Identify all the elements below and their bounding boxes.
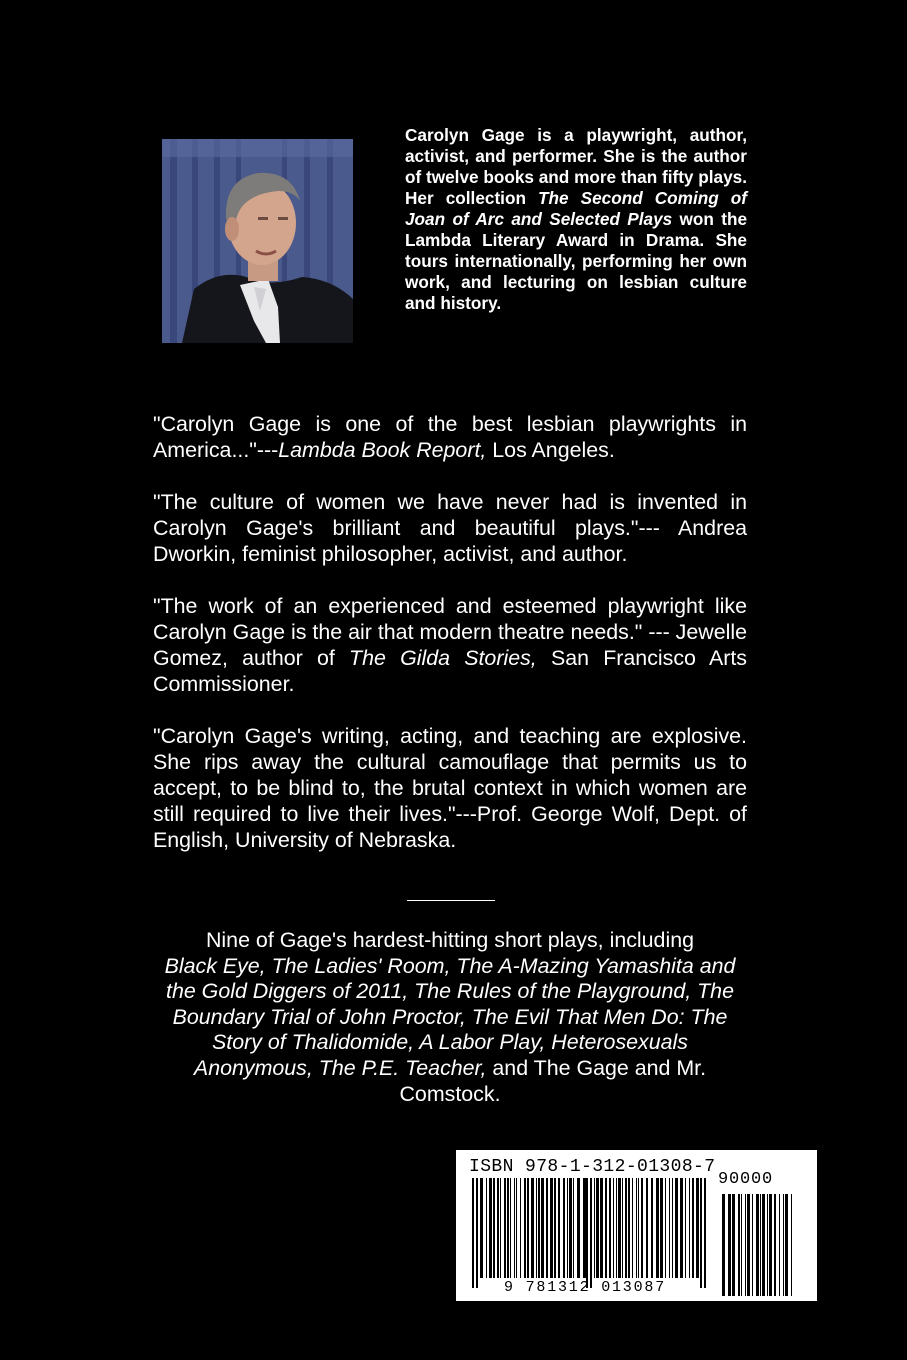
barcode-guard-bar: [700, 1178, 702, 1288]
author-photo: [162, 139, 353, 343]
barcode-bar: [527, 1178, 529, 1278]
description-play-titles: Black Eye, The Ladies' Room, The A-Mazing Yamashita and the Gold Diggers of 2011, The Rules of the Playground, The Boundary Trial of John Proctor, The Evil That Men Do: The Story of Thalidomide, A Labor Play, Heterosexuals Anonymous, The P.E. Teacher,: [164, 953, 736, 1080]
barcode-bar: [660, 1178, 663, 1278]
barcode-guard-bar: [590, 1178, 592, 1288]
praise-quotes: [153, 411, 747, 853]
barcode-bar: [600, 1178, 603, 1278]
barcode-bar: [497, 1178, 499, 1278]
barcode-bar: [567, 1178, 568, 1278]
barcode-bar: [692, 1178, 694, 1278]
barcode-bar: [613, 1178, 614, 1278]
quote-text: "Carolyn Gage is one of the best lesbian playwrights in America..."---: [153, 412, 747, 462]
barcode-bar: [675, 1178, 678, 1278]
barcode-bar: [696, 1178, 699, 1278]
bio-text-end: won the Lambda Literary Award in Drama. She tours internationally, performing her own work, and lecturing on lesbian culture and history.: [405, 209, 747, 313]
barcode-bar: [760, 1194, 761, 1296]
barcode-bar: [480, 1178, 483, 1278]
barcode-bar: [486, 1178, 487, 1278]
barcode-bar: [507, 1178, 509, 1278]
barcode-bar: [516, 1178, 517, 1278]
isbn-label: ISBN 978-1-312-01308-7: [469, 1157, 716, 1177]
barcode-bar: [616, 1178, 617, 1278]
barcode-bar: [779, 1194, 780, 1296]
barcode-bar: [738, 1194, 740, 1296]
quote-4: [153, 723, 747, 853]
barcode-bar: [563, 1178, 565, 1278]
barcode-guard-bar: [704, 1178, 706, 1288]
barcode-bar: [605, 1178, 607, 1278]
barcode-bar: [651, 1178, 653, 1278]
barcode-bar: [752, 1194, 753, 1296]
bio-text-start: Carolyn Gage is a playwright, author, activist, and performer. She is the author of twelve books and more than fifty plays. Her collection: [405, 125, 747, 208]
quote-text: "The culture of women we have never had is invented in Carolyn Gage's brilliant and beautiful plays."--- Andrea Dworkin, feminist philosopher, activist, and author.: [153, 490, 747, 566]
barcode-bar: [732, 1194, 735, 1296]
barcode-bar: [504, 1178, 506, 1278]
barcode-bar: [609, 1178, 611, 1278]
barcode-bar: [680, 1178, 683, 1278]
barcode-bar: [672, 1178, 673, 1278]
barcode-bar: [774, 1194, 776, 1296]
barcode-bar: [577, 1178, 580, 1278]
barcode-bar: [573, 1178, 574, 1278]
barcode-bar: [546, 1178, 548, 1278]
barcode-bar: [769, 1194, 772, 1296]
quote-source-italic: Lambda Book Report,: [278, 438, 487, 462]
barcode-bar: [583, 1178, 586, 1278]
barcode-bar: [524, 1178, 526, 1278]
barcode-bar: [625, 1178, 627, 1278]
barcode-bar: [656, 1178, 659, 1278]
barcode-bar: [531, 1178, 534, 1278]
barcode-bar: [558, 1178, 560, 1278]
barcode-bar: [594, 1178, 595, 1278]
barcode-bar: [767, 1194, 768, 1296]
quote-source-italic: The Gilda Stories,: [349, 646, 537, 670]
barcode-bar: [646, 1178, 648, 1278]
barcode-bar: [745, 1194, 746, 1296]
barcode-bar: [622, 1178, 623, 1278]
quote-text: "Carolyn Gage's writing, acting, and teaching are explosive. She rips away the cultural camouflage that permits us to accept, to be blind to, the brutal context in which women are still required to live their lives."---Prof. George Wolf, Dept. of English, University of Nebraska.: [153, 724, 747, 852]
price-code: 90000: [718, 1170, 774, 1189]
quote-3: [153, 593, 747, 697]
barcode-bar: [541, 1178, 544, 1278]
barcode-bar: [536, 1178, 537, 1278]
barcode-bar: [493, 1178, 495, 1278]
barcode-bar: [689, 1178, 690, 1278]
bio-book-title: The Second Coming of Joan of Arc and Selected Plays: [405, 188, 747, 229]
barcode-bar: [596, 1178, 599, 1278]
barcode-bar: [636, 1178, 637, 1278]
barcode-bar: [728, 1194, 731, 1296]
barcode-digits: 9 781312 013087: [503, 1279, 667, 1296]
barcode-bar: [489, 1178, 492, 1278]
barcode-bar: [783, 1194, 784, 1296]
quote-2: [153, 489, 747, 567]
barcode-bar: [618, 1178, 621, 1278]
barcode-bar: [628, 1178, 630, 1278]
author-portrait-image: [162, 139, 353, 343]
barcode-guard-bar: [472, 1178, 474, 1288]
description-outro: and The Gage and Mr. Comstock.: [399, 1055, 707, 1106]
barcode-bar: [747, 1194, 750, 1296]
barcode-bar: [520, 1178, 521, 1278]
barcode-bar: [785, 1194, 788, 1296]
barcode-bar: [756, 1194, 759, 1296]
author-bio: [405, 125, 747, 314]
description-intro: Nine of Gage's hardest-hitting short plays, including: [205, 928, 695, 952]
barcode-bar: [538, 1178, 540, 1278]
barcode-bar: [741, 1194, 742, 1296]
barcode-guard-bar: [586, 1178, 588, 1288]
barcode-bar: [638, 1178, 639, 1278]
barcode-bar: [791, 1194, 792, 1296]
barcode-bar: [665, 1178, 666, 1278]
quote-text-end: San Francisco Arts Commissioner.: [153, 646, 747, 696]
barcode-bar: [632, 1178, 633, 1278]
barcode-bar: [554, 1178, 556, 1278]
barcode-bar: [722, 1194, 725, 1296]
quote-text: "The work of an experienced and esteemed playwright like Carolyn Gage is the air that modern theatre needs." --- Jewelle Gomez, author of: [153, 594, 747, 670]
barcode-bar: [510, 1178, 511, 1278]
barcode-bar: [569, 1178, 572, 1278]
section-divider: [407, 900, 495, 901]
barcode-bar: [669, 1178, 670, 1278]
barcode-guard-bar: [476, 1178, 478, 1288]
barcode-bar: [514, 1178, 515, 1278]
barcode-bar: [641, 1178, 643, 1278]
barcode-bar: [762, 1194, 765, 1296]
barcode-bar: [500, 1178, 501, 1278]
book-description: [153, 928, 747, 1107]
barcode-bar: [685, 1178, 686, 1278]
barcode-bar: [550, 1178, 553, 1278]
quote-text-end: Los Angeles.: [486, 438, 615, 462]
quote-1: [153, 411, 747, 463]
isbn-barcode: [456, 1150, 817, 1301]
